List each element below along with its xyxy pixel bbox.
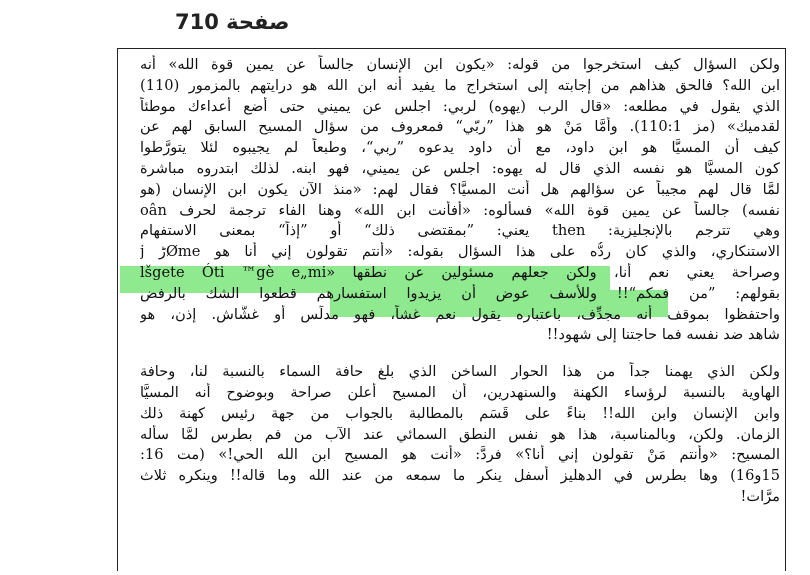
text-line: الهاوية بالنسبة لرؤساء الكهنة والسنهدرين، أن المسيح أعلن صراحة وبوضوح أنه المسيَّا bbox=[140, 383, 780, 401]
body-text bbox=[140, 55, 780, 508]
text-line: شاهد ضد نفسه فما حاجتنا إلى شهود!! bbox=[546, 326, 780, 344]
text-line: ولكن الذي يهمنا جداً من هذا الحوار الساخن الذي بلغ حافة السماء بالنسبة لنا، وحافة bbox=[140, 363, 780, 381]
text-line: لمَّا قال لهم مجيباً عن سؤالهم هل أنت المسيَّا؟ فقال لهم: «منذ الآن يكون ابن الإنسان (هو bbox=[140, 180, 780, 198]
text-line: بقولهم: ”من فمكم“!! وللأسف عوض أن يزيدوا استفسارهم قطعوا الشك بالرفض bbox=[140, 284, 780, 302]
text-line: نفسه) جالساً عن يمين قوة الله» فسألوه: «أفأنت ابن الله» وهنا الفاء ترجمة لحرف oân bbox=[140, 201, 780, 219]
page-title: صفحة 710 bbox=[175, 10, 290, 34]
text-line: الزمان. ولكن، وبالمناسبة، هذا هو نفس النطق السمائي عند الآب من فم بطرس لمَّا سأله bbox=[140, 425, 780, 443]
text-line: كون المسيَّا هو نفسه الذي قال له يهوه: اجلس عن يميني، فهو ابنه. لذلك ابتدروه مباشرة bbox=[140, 159, 780, 177]
text-line: وهي تترجم بالإنجليزية: then يعني: ”بمقتضى ذلك“ أو ”إذاً“ بمعنى الاستفهام bbox=[140, 222, 780, 240]
text-line: كيف أن المسيَّا هو ابن داود، مع أن داود يدعوه ”ربي“، وطبعاً لم يجيبوه لئلا يتورَّطوا bbox=[140, 139, 780, 157]
text-line: لقدميك» (مز 110:1). وأمَّا مَنْ هو هذا ”ربّي“ فمعروف من سؤال المسيح السابق لهم عن bbox=[140, 118, 780, 136]
text-line: المسيح: «وأنتم مَنْ تقولون إني أنا؟» فردَّ: «أنت هو المسيح ابن الله الحي!» (مت 16: bbox=[140, 446, 780, 464]
text-line: الاستنكاري، والذي كان ردُّه على هذا السؤال بقوله: «أنتم تقولون إني أنا هو Ømeڑ j bbox=[140, 243, 780, 261]
text-line: ابن الله؟ فالحق هذاهم من إجابته إلى استخراج ما يفيد أنه ابن الله هو درايتهم بالمزمور (110) bbox=[140, 76, 780, 94]
text-line: 15و16) وها بطرس في الدهليز أسفل ينكر ما سمعه من عند الله وما قاله!! وينكره ثلاث bbox=[140, 467, 780, 485]
text-line: ولكن السؤال كيف استخرجوا من قوله: «يكون ابن الإنسان جالساً عن يمين قوة الله» أنه bbox=[140, 56, 780, 73]
text-line: وابن الإنسان وابن الله!! بناءً على قَسَم بالمطالبة بالجواب من جهة رئيس كهنة ذلك bbox=[140, 404, 780, 422]
text-line: مرَّات! bbox=[740, 487, 780, 505]
text-line: واحتفظوا بموقف أنه مجدِّف، باعتباره يقول نعم غشاً، فهو مدلِّس أو غشَّاش. إذن، هو bbox=[140, 305, 780, 323]
text-line: الذي يقول في مطلعه: «قال الرب (يهوه) لربي: اجلس عن يميني حتى أضع أعداءك موطئاً bbox=[140, 97, 780, 115]
text-line: lšgete Óti ™gè e„mi» وصراحة يعني نعم أنا، ولكن جعلهم مسئولين عن نطقها bbox=[140, 263, 780, 281]
